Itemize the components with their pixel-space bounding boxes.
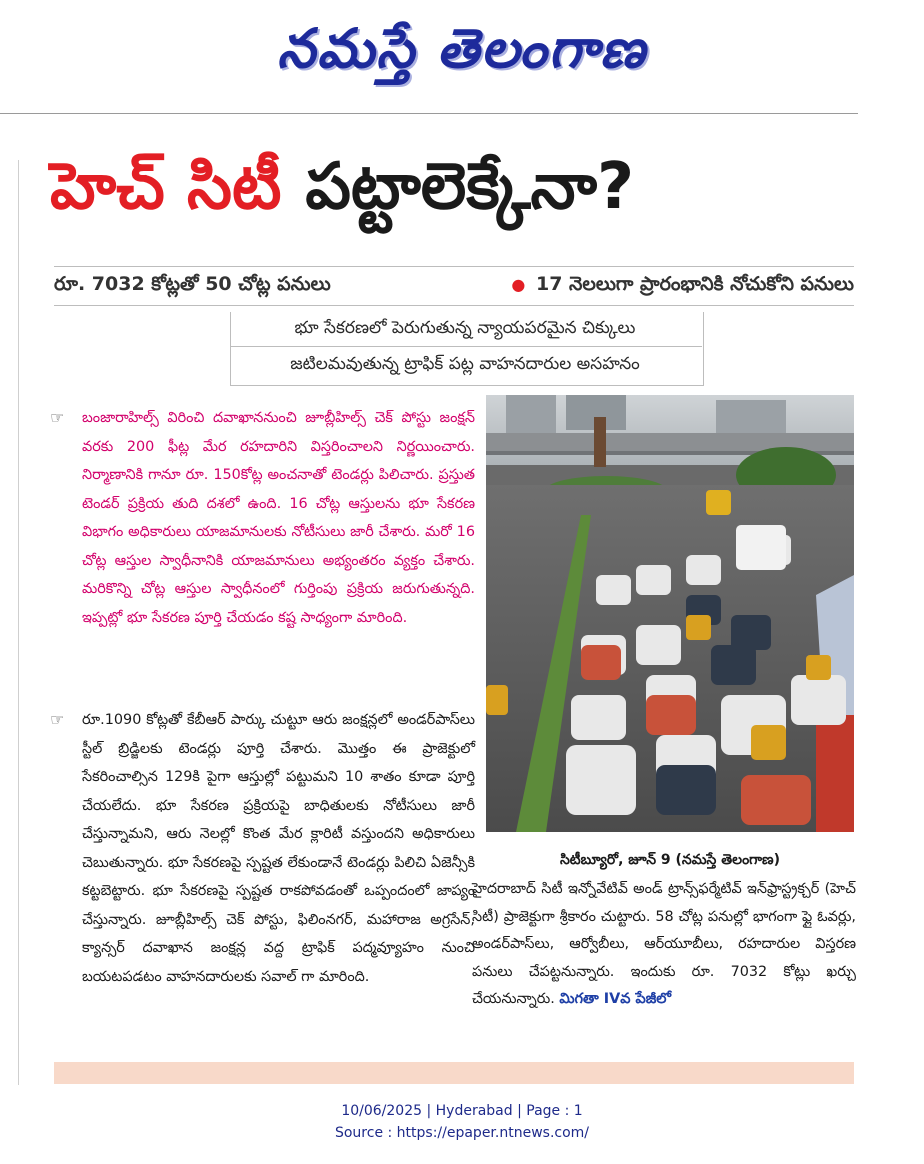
bullet-point-1 — [50, 404, 475, 632]
next-story-band — [54, 1062, 854, 1084]
footer-date-edition: 10/06/2025 | Hyderabad | Page : 1 — [341, 1103, 583, 1119]
deck-lead-left: రూ. 7032 కోట్లతో 50 చోట్ల పనులు — [54, 272, 331, 295]
newspaper-logo: నమస్తే తెలంగాణ — [277, 16, 647, 80]
deck-bullet-icon: ● — [511, 274, 526, 294]
deck-line-2: భూ సేకరణలో పెరుగుతున్న న్యాయపరమైన చిక్కులు — [294, 318, 636, 338]
pointing-hand-icon: ☞ — [50, 710, 65, 729]
footer-source-link[interactable]: Source : https://epaper.ntnews.com/ — [334, 1125, 590, 1141]
continued-on-page-link[interactable]: మిగతా IVవ పేజీలో — [559, 991, 672, 1007]
article-dateline: సిటీబ్యూరో, జూన్ 9 (నమస్తే తెలంగాణ) — [559, 852, 781, 868]
deck-line-3: జటిలమవుతున్న ట్రాఫిక్ పట్ల వాహనదారుల అసహనం — [290, 354, 640, 374]
bullet-text-2: రూ.1090 కోట్లతో కేబీఆర్ పార్కు చుట్టూ ఆరు జంక్షన్లలో అండర్‌పాస్‌లు స్టీల్ బ్రిడ్జిలకు టెండర్లు పూర్తి చేశారు. మొత్తం ఈ ప్రాజెక్టులో సేకరించాల్సిన 129కి పైగా ఆస్తుల్లో పట్టుమని 10 శాతం కూడా పూర్తి చేయలేదు. భూ సేకరణ ప్రక్రియపై బాధితులకు నోటీసులు జారీ చేస్తున్నామని, ఆరు నెలల్లో కొంత మేర క్లారిటీ వస్తుందని అధికారులు చెబుతున్నారు. భూ సేకరణపై స్పష్టత లేకుండానే టెండర్లు పిలిచి ఏజెన్సీకి కట్టబెట్టారు. భూ సేకరణపై స్పష్టత రాకపోవడంతో ఒప్పందంలో జాప్యం చేస్తున్నారు. జూబ్లీహిల్స్ చెక్ పోస్టు, ఫిలింనగర్, మహారాజ అగ్రసేన్, క్యాన్సర్ దవాఖాన జంక్షన్ల వద్ద ట్రాఫిక్ పద్మవ్యూహం నుంచి బయటపడటం వాహనదారులకు సవాల్ గా మారింది. — [82, 712, 475, 985]
masthead — [0, 0, 924, 110]
headline-black-part: పట్టాలెక్కేనా? — [305, 150, 635, 224]
bullet-text-1: బంజారాహిల్స్ విరించి దవాఖాననుంచి జూబ్లీహిల్స్ చెక్ పోస్టు జంక్షన్ వరకు 200 ఫీట్ల మేర రహదారిని విస్తరించాలని నిర్ణయించారు. నిర్మాణానికి గానూ రూ. 150కోట్ల అంచనాతో టెండర్లు పిలిచారు. ప్రస్తుత టెండర్ ప్రక్రియ తుది దశలో ఉంది. 16 చోట్ల ఆస్తులను భూ సేకరణ విభాగం అధికారులు యాజమానులకు నోటీసులు జారీ చేశారు. మరో 16 చోట్ల ఆస్తుల స్వాధీనానికి యాజమానులు అభ్యంతరం వ్యక్తం చేశారు. మరికొన్ని చోట్ల ఆస్తుల స్వాధీనంలో గుర్తింపు ప్రక్రియ జరుగుతున్నది. ఇప్పట్లో భూ సేకరణ పూర్తి చేయడం కష్ట సాధ్యంగా మారింది. — [82, 410, 475, 626]
bullet-point-2 — [50, 706, 475, 991]
deck-lead-right: 17 నెలలుగా ప్రారంభానికి నోచుకోని పనులు — [536, 272, 854, 295]
headline-red-part: హెచ్ సిటీ — [50, 150, 282, 224]
deck-band — [54, 266, 854, 306]
page-footer — [0, 1100, 924, 1144]
traffic-jam-photo — [486, 395, 854, 832]
article-body-text: హైదరాబాద్ సిటీ ఇన్నోవేటివ్ అండ్ ట్రాన్స్‌ఫర్మేటివ్ ఇన్‌ఫ్రాస్ట్రక్చర్ (హెచ్ సిటీ) ప్రాజెక్టుగా శ్రీకారం చుట్టారు. 58 చోట్ల పనుల్లో భాగంగా ఫ్లై ఓవర్లు, అండర్‌పాస్‌లు, ఆర్వోబీలు, ఆర్‌యూబీలు, రహదారుల విస్తరణ పనులు చేపట్టనున్నారు. ఇందుకు రూ. 7032 కోట్లు ఖర్చు చేయనున్నారు. — [472, 881, 856, 1007]
headline — [50, 132, 860, 242]
column-rule — [18, 160, 19, 1085]
masthead-divider — [0, 113, 858, 114]
article-body — [472, 876, 856, 1014]
deck-divider — [230, 346, 702, 347]
pointing-hand-icon: ☞ — [50, 408, 65, 427]
